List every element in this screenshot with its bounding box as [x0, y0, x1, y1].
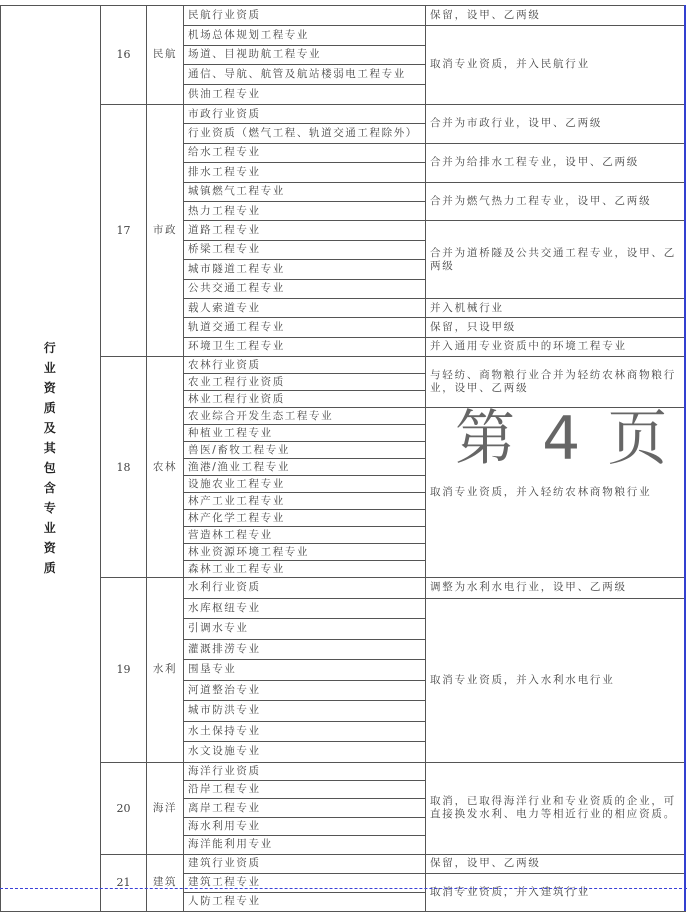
group-number: 18	[101, 357, 147, 578]
group-number: 19	[101, 578, 147, 763]
qualification-item: 林产化学工程专业	[184, 510, 426, 527]
qualification-table	[0, 5, 686, 912]
qualification-item: 水文设施专业	[184, 742, 426, 763]
table-row	[1, 104, 686, 123]
qualification-item: 沿岸工程专业	[184, 780, 426, 798]
qualification-item: 海洋能利用专业	[184, 836, 426, 854]
qualification-item: 灌溉排涝专业	[184, 639, 426, 660]
reform-note: 合并为给排水工程专业，设甲、乙两级	[426, 143, 686, 182]
qualification-item: 围垦专业	[184, 660, 426, 681]
qualification-item: 林业工程行业资质	[184, 391, 426, 408]
reform-note: 并入通用专业资质中的环境工程专业	[426, 337, 686, 356]
reform-note: 合并为道桥隧及公共交通工程专业，设甲、乙两级	[426, 221, 686, 299]
qualification-item: 种植业工程专业	[184, 425, 426, 442]
group-number: 17	[101, 104, 147, 356]
qualification-item: 森林工业工程专业	[184, 561, 426, 578]
qualification-item: 人防工程专业	[184, 892, 426, 911]
qualification-item: 海水利用专业	[184, 817, 426, 835]
qualification-item: 渔港/渔业工程专业	[184, 459, 426, 476]
reform-note: 保留，只设甲级	[426, 318, 686, 337]
reform-note: 取消，已取得海洋行业和专业资质的企业，可直接换发水利、电力等相近行业的相应资质。	[426, 762, 686, 854]
qualification-item: 水土保持专业	[184, 721, 426, 742]
reform-note: 取消专业资质，并入轻纺农林商物粮行业	[426, 408, 686, 578]
qualification-item: 水利行业资质	[184, 578, 426, 599]
qualification-item: 建筑行业资质	[184, 854, 426, 873]
qualification-item: 民航行业资质	[184, 6, 426, 26]
qualification-item: 水库枢纽专业	[184, 598, 426, 619]
qualification-item: 排水工程专业	[184, 163, 426, 182]
reform-note: 合并为市政行业，设甲、乙两级	[426, 104, 686, 143]
industry-name: 建筑	[147, 854, 184, 911]
qualification-item: 公共交通工程专业	[184, 279, 426, 298]
qualification-item: 通信、导航、航管及航站楼弱电工程专业	[184, 65, 426, 85]
qualification-item: 给水工程专业	[184, 143, 426, 162]
table-row	[1, 578, 686, 599]
reform-note: 并入机械行业	[426, 298, 686, 317]
qualification-item: 林产工业工程专业	[184, 493, 426, 510]
group-number: 20	[101, 762, 147, 854]
qualification-item: 河道整治专业	[184, 680, 426, 701]
group-number: 16	[101, 6, 147, 105]
page-right-border	[684, 5, 686, 911]
qualification-item: 建筑工程专业	[184, 873, 426, 892]
qualification-item: 环境卫生工程专业	[184, 337, 426, 356]
qualification-item: 载人索道专业	[184, 298, 426, 317]
reform-note: 保留，设甲、乙两级	[426, 6, 686, 26]
group-number: 21	[101, 854, 147, 911]
table-row	[1, 6, 686, 26]
qualification-item: 设施农业工程专业	[184, 476, 426, 493]
industry-name: 海洋	[147, 762, 184, 854]
qualification-item: 道路工程专业	[184, 221, 426, 240]
qualification-item: 兽医/畜牧工程专业	[184, 442, 426, 459]
qualification-item: 农业综合开发生态工程专业	[184, 408, 426, 425]
qualification-item: 城镇燃气工程专业	[184, 182, 426, 201]
industry-name: 市政	[147, 104, 184, 356]
reform-note: 合并为燃气热力工程专业，设甲、乙两级	[426, 182, 686, 221]
qualification-item: 农业工程行业资质	[184, 374, 426, 391]
industry-name: 水利	[147, 578, 184, 763]
qualification-item: 行业资质（燃气工程、轨道交通工程除外）	[184, 124, 426, 143]
qualification-item: 城市隧道工程专业	[184, 260, 426, 279]
page-break-line	[0, 888, 687, 889]
reform-note: 取消专业资质，并入水利水电行业	[426, 598, 686, 762]
qualification-item: 市政行业资质	[184, 104, 426, 123]
qualification-item: 热力工程专业	[184, 201, 426, 220]
category-cell	[1, 6, 101, 912]
table-row	[1, 762, 686, 780]
page-watermark: 第 4 页	[455, 404, 672, 474]
qualification-item: 场道、目视助航工程专业	[184, 45, 426, 65]
qualification-item: 林业资源环境工程专业	[184, 544, 426, 561]
qualification-item: 轨道交通工程专业	[184, 318, 426, 337]
reform-note: 调整为水利水电行业，设甲、乙两级	[426, 578, 686, 599]
reform-note: 与轻纺、商物粮行业合并为轻纺农林商物粮行业，设甲、乙两级	[426, 357, 686, 408]
reform-note: 保留，设甲、乙两级	[426, 854, 686, 873]
qualification-item: 引调水专业	[184, 619, 426, 640]
table-row	[1, 357, 686, 374]
category-label: 行业资质及其包含专业资质	[43, 341, 58, 576]
qualification-item: 海洋行业资质	[184, 762, 426, 780]
qualification-item: 营造林工程专业	[184, 527, 426, 544]
qualification-item: 离岸工程专业	[184, 799, 426, 817]
qualification-item: 机场总体规划工程专业	[184, 25, 426, 45]
industry-name: 农林	[147, 357, 184, 578]
qualification-item: 供油工程专业	[184, 85, 426, 105]
table-row	[1, 854, 686, 873]
industry-name: 民航	[147, 6, 184, 105]
qualification-item: 农林行业资质	[184, 357, 426, 374]
reform-note: 取消专业资质，并入民航行业	[426, 25, 686, 104]
qualification-item: 城市防洪专业	[184, 701, 426, 722]
reform-note: 取消专业资质，并入建筑行业	[426, 873, 686, 911]
qualification-item: 桥梁工程专业	[184, 240, 426, 259]
